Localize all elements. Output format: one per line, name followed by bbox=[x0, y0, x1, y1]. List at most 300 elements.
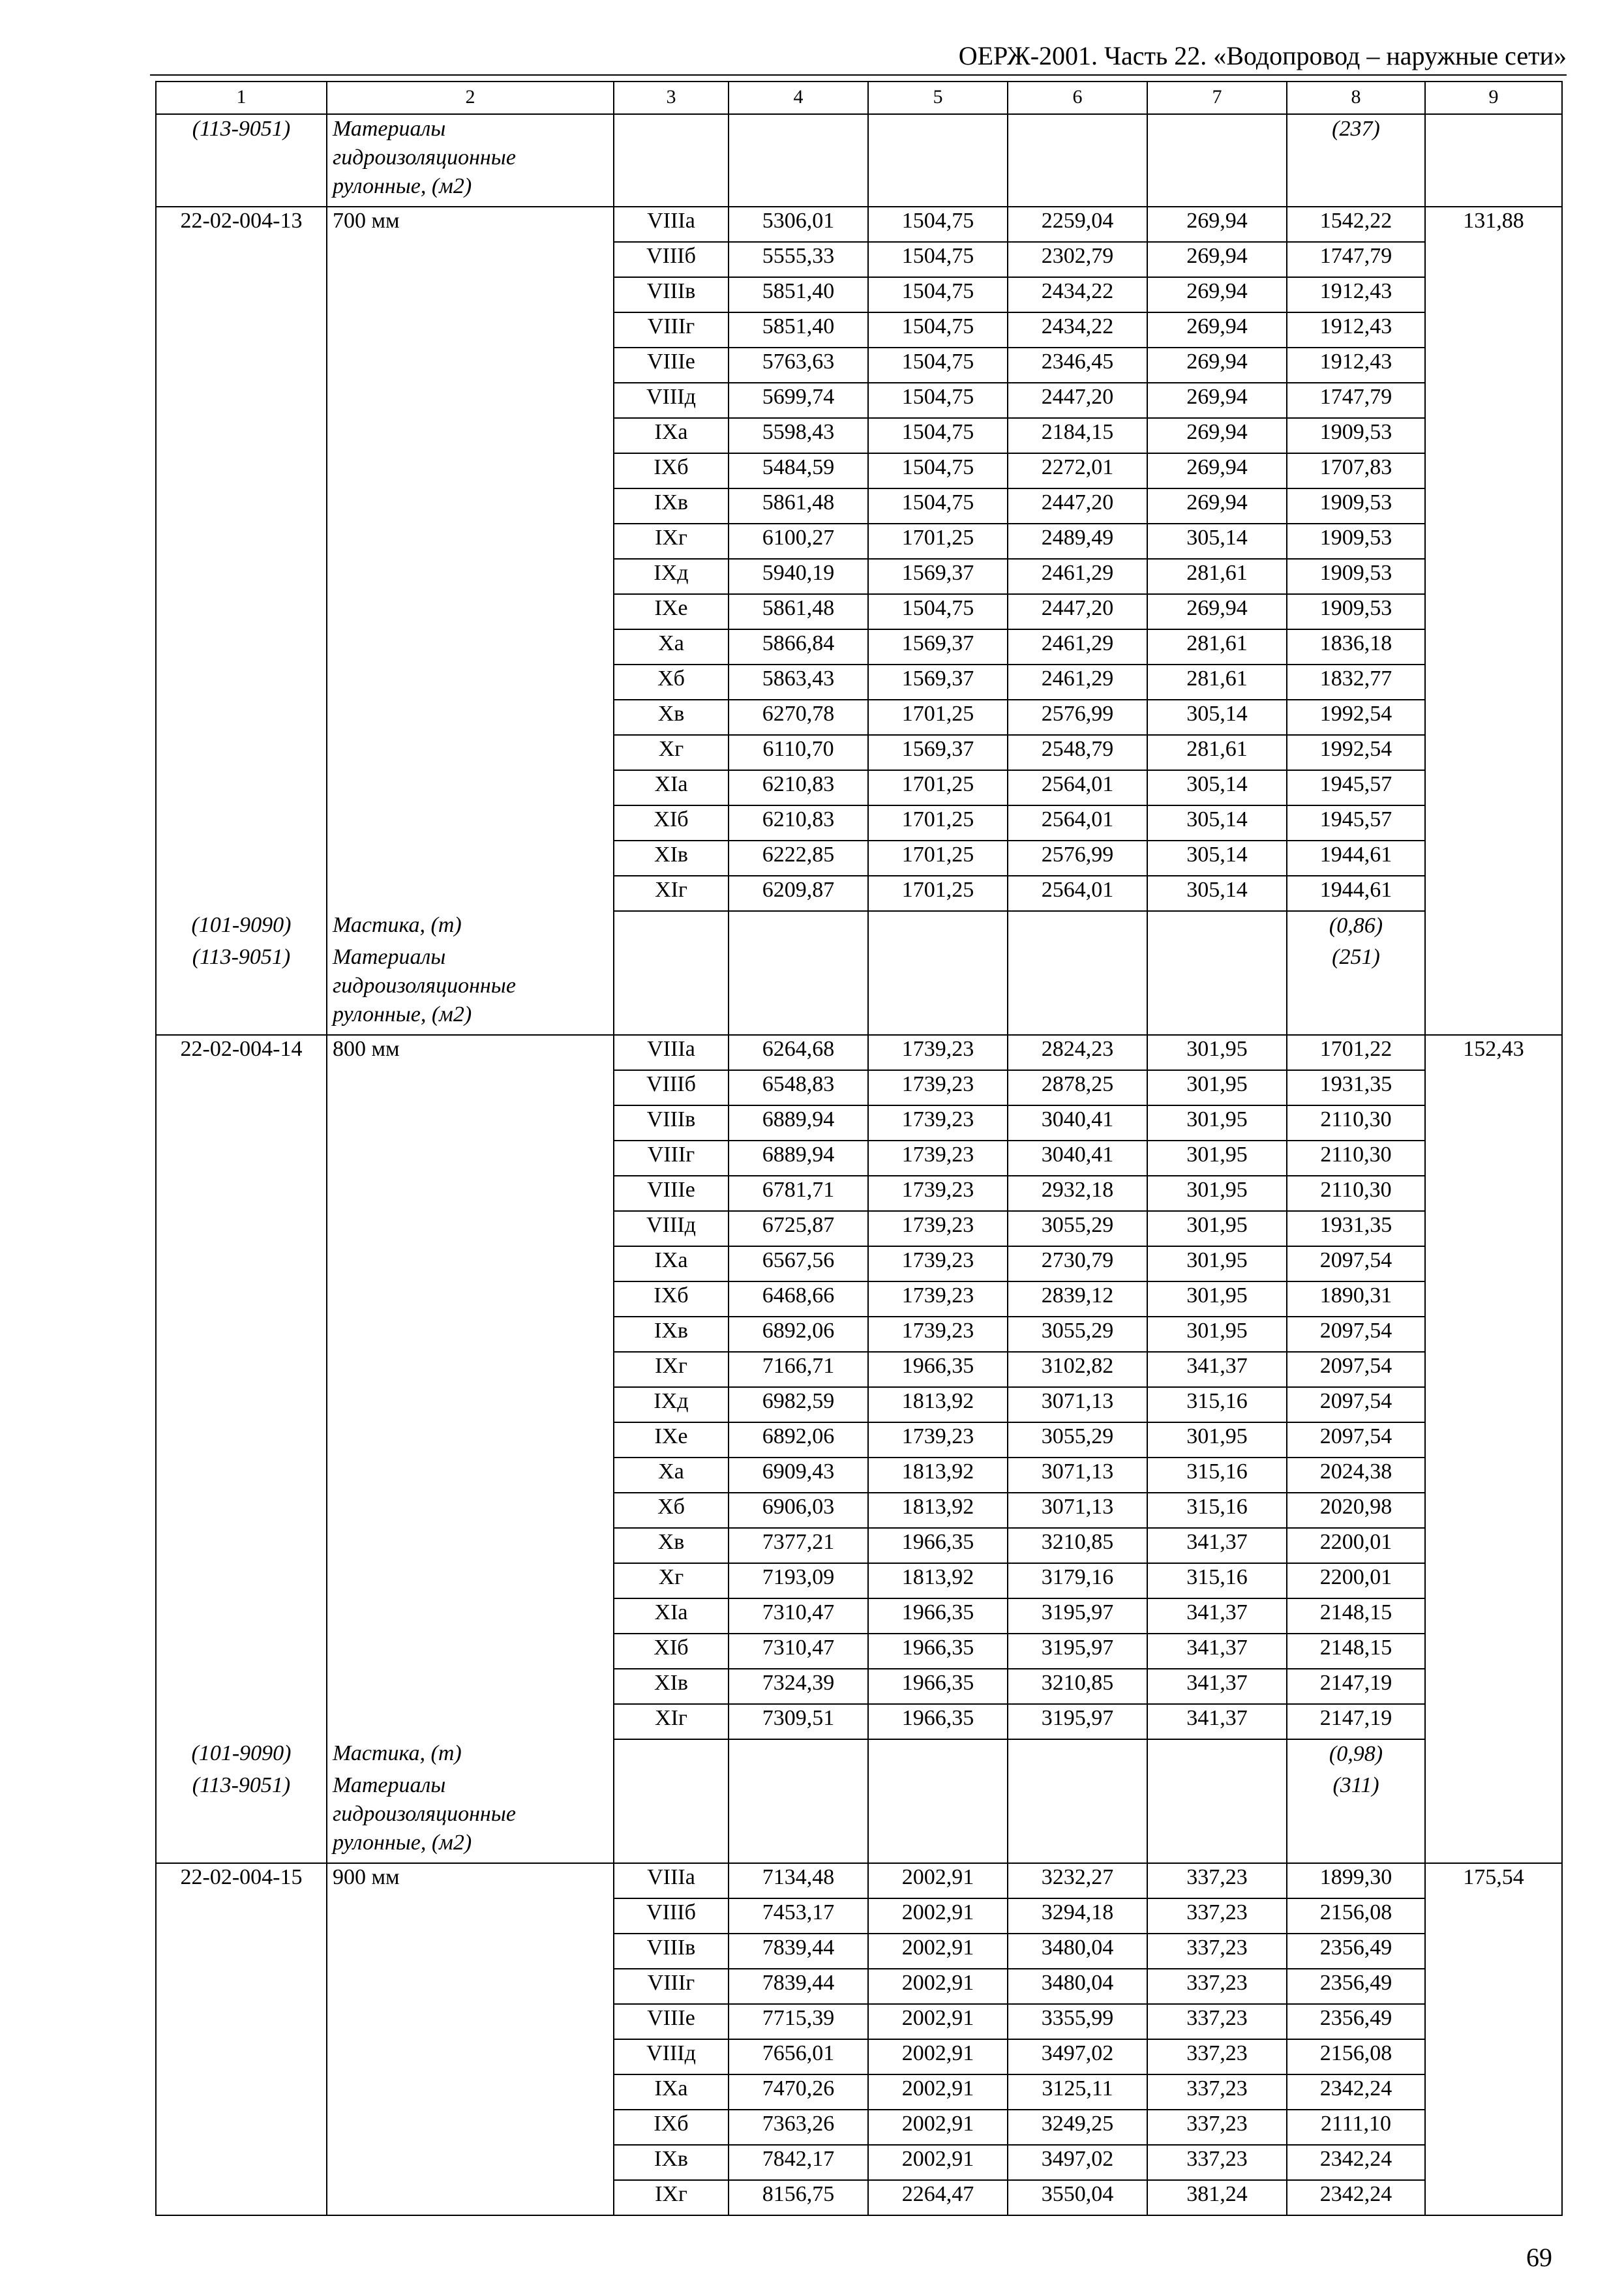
empty-cell bbox=[1425, 1634, 1562, 1669]
material-row bbox=[156, 1771, 1562, 1863]
empty-cell bbox=[327, 524, 614, 559]
empty-cell bbox=[729, 1771, 868, 1863]
price-zone: XIб bbox=[614, 1634, 729, 1669]
empty-cell bbox=[1425, 1458, 1562, 1493]
empty-cell bbox=[156, 1934, 327, 1969]
machine-cost: 3055,29 bbox=[1008, 1317, 1147, 1352]
labor-hours: 152,43 bbox=[1425, 1035, 1562, 1070]
empty-cell bbox=[156, 2180, 327, 2215]
total-cost: 6264,68 bbox=[729, 1035, 868, 1070]
material-quantity: (311) bbox=[1287, 1771, 1425, 1863]
total-cost: 5598,43 bbox=[729, 418, 868, 453]
machine-cost: 3497,02 bbox=[1008, 2039, 1147, 2074]
labor-cost: 1966,35 bbox=[868, 1598, 1008, 1634]
empty-cell bbox=[1425, 665, 1562, 700]
empty-cell bbox=[1425, 1387, 1562, 1422]
machine-cost: 2434,22 bbox=[1008, 312, 1147, 348]
price-zone: Xг bbox=[614, 1563, 729, 1598]
empty-cell bbox=[1425, 943, 1562, 1035]
empty-cell bbox=[156, 1387, 327, 1422]
machine-cost: 2564,01 bbox=[1008, 805, 1147, 841]
machine-cost: 2839,12 bbox=[1008, 1281, 1147, 1317]
material-name: Мастика, (т) bbox=[327, 911, 614, 943]
empty-cell bbox=[156, 2110, 327, 2145]
empty-cell bbox=[1425, 1246, 1562, 1281]
driver-wages: 301,95 bbox=[1147, 1211, 1287, 1246]
material-cost: 2148,15 bbox=[1287, 1598, 1425, 1634]
labor-cost: 1701,25 bbox=[868, 524, 1008, 559]
driver-wages: 269,94 bbox=[1147, 488, 1287, 524]
empty-cell bbox=[1425, 277, 1562, 312]
driver-wages: 269,94 bbox=[1147, 277, 1287, 312]
rate-row bbox=[156, 594, 1562, 629]
empty-cell bbox=[1425, 911, 1562, 943]
empty-cell bbox=[1425, 1422, 1562, 1458]
empty-cell bbox=[156, 1317, 327, 1352]
price-zone: VIIIе bbox=[614, 1176, 729, 1211]
material-cost: 2097,54 bbox=[1287, 1246, 1425, 1281]
driver-wages: 315,16 bbox=[1147, 1387, 1287, 1422]
rate-row bbox=[156, 312, 1562, 348]
empty-cell bbox=[614, 114, 729, 207]
driver-wages: 301,95 bbox=[1147, 1422, 1287, 1458]
machine-cost: 2272,01 bbox=[1008, 453, 1147, 488]
driver-wages: 341,37 bbox=[1147, 1669, 1287, 1704]
empty-cell bbox=[327, 700, 614, 735]
labor-cost: 1504,75 bbox=[868, 383, 1008, 418]
empty-cell bbox=[1425, 453, 1562, 488]
material-cost: 1931,35 bbox=[1287, 1211, 1425, 1246]
empty-cell bbox=[614, 1739, 729, 1771]
material-cost: 1912,43 bbox=[1287, 348, 1425, 383]
rate-row bbox=[156, 559, 1562, 594]
price-zone: IXб bbox=[614, 453, 729, 488]
driver-wages: 305,14 bbox=[1147, 841, 1287, 876]
machine-cost: 3055,29 bbox=[1008, 1422, 1147, 1458]
rate-row bbox=[156, 2004, 1562, 2039]
price-zone: XIа bbox=[614, 770, 729, 805]
price-zone: VIIIб bbox=[614, 1070, 729, 1105]
rate-row bbox=[156, 1563, 1562, 1598]
material-cost: 2097,54 bbox=[1287, 1387, 1425, 1422]
material-cost: 1899,30 bbox=[1287, 1863, 1425, 1898]
labor-cost: 1739,23 bbox=[868, 1211, 1008, 1246]
driver-wages: 301,95 bbox=[1147, 1176, 1287, 1211]
price-zone: IXа bbox=[614, 2074, 729, 2110]
empty-cell bbox=[1425, 2004, 1562, 2039]
machine-cost: 3480,04 bbox=[1008, 1934, 1147, 1969]
driver-wages: 301,95 bbox=[1147, 1105, 1287, 1141]
empty-cell bbox=[614, 943, 729, 1035]
price-zone: VIIIе bbox=[614, 348, 729, 383]
rate-row bbox=[156, 1598, 1562, 1634]
total-cost: 7310,47 bbox=[729, 1634, 868, 1669]
empty-cell bbox=[1425, 418, 1562, 453]
material-cost: 1909,53 bbox=[1287, 594, 1425, 629]
price-zone: IXг bbox=[614, 2180, 729, 2215]
driver-wages: 341,37 bbox=[1147, 1598, 1287, 1634]
labor-cost: 1739,23 bbox=[868, 1246, 1008, 1281]
empty-cell bbox=[327, 594, 614, 629]
empty-cell bbox=[327, 1898, 614, 1934]
driver-wages: 301,95 bbox=[1147, 1035, 1287, 1070]
empty-cell bbox=[1425, 1669, 1562, 1704]
price-zone: VIIIд bbox=[614, 383, 729, 418]
machine-cost: 2548,79 bbox=[1008, 735, 1147, 770]
total-cost: 7839,44 bbox=[729, 1934, 868, 1969]
driver-wages: 281,61 bbox=[1147, 559, 1287, 594]
machine-cost: 3102,82 bbox=[1008, 1352, 1147, 1387]
empty-cell bbox=[327, 1141, 614, 1176]
empty-cell bbox=[327, 1634, 614, 1669]
labor-cost: 2002,91 bbox=[868, 1863, 1008, 1898]
total-cost: 6468,66 bbox=[729, 1281, 868, 1317]
material-quantity: (237) bbox=[1287, 114, 1425, 207]
labor-cost: 1504,75 bbox=[868, 594, 1008, 629]
rate-row bbox=[156, 841, 1562, 876]
price-zone: VIIIв bbox=[614, 277, 729, 312]
labor-cost: 1701,25 bbox=[868, 841, 1008, 876]
price-zone: IXв bbox=[614, 2145, 729, 2180]
machine-cost: 3480,04 bbox=[1008, 1969, 1147, 2004]
material-cost: 1992,54 bbox=[1287, 735, 1425, 770]
labor-cost: 2002,91 bbox=[868, 2004, 1008, 2039]
labor-cost: 1504,75 bbox=[868, 488, 1008, 524]
machine-cost: 3040,41 bbox=[1008, 1141, 1147, 1176]
machine-cost: 2878,25 bbox=[1008, 1070, 1147, 1105]
rate-row bbox=[156, 805, 1562, 841]
column-number: 7 bbox=[1147, 82, 1287, 114]
empty-cell bbox=[327, 2145, 614, 2180]
driver-wages: 337,23 bbox=[1147, 2145, 1287, 2180]
driver-wages: 269,94 bbox=[1147, 348, 1287, 383]
total-cost: 7324,39 bbox=[729, 1669, 868, 1704]
labor-cost: 1739,23 bbox=[868, 1281, 1008, 1317]
empty-cell bbox=[156, 1598, 327, 1634]
price-zone: IXг bbox=[614, 524, 729, 559]
empty-cell bbox=[1008, 114, 1147, 207]
machine-cost: 3249,25 bbox=[1008, 2110, 1147, 2145]
rate-code: 22-02-004-14 bbox=[156, 1035, 327, 1070]
empty-cell bbox=[1147, 114, 1287, 207]
price-zone: XIб bbox=[614, 805, 729, 841]
empty-cell bbox=[156, 1352, 327, 1387]
empty-cell bbox=[156, 312, 327, 348]
empty-cell bbox=[327, 1458, 614, 1493]
total-cost: 5863,43 bbox=[729, 665, 868, 700]
rate-row bbox=[156, 1634, 1562, 1669]
empty-cell bbox=[327, 2004, 614, 2039]
machine-cost: 3210,85 bbox=[1008, 1669, 1147, 1704]
labor-cost: 1739,23 bbox=[868, 1035, 1008, 1070]
empty-cell bbox=[156, 488, 327, 524]
driver-wages: 305,14 bbox=[1147, 770, 1287, 805]
empty-cell bbox=[156, 1246, 327, 1281]
driver-wages: 337,23 bbox=[1147, 2039, 1287, 2074]
empty-cell bbox=[1425, 524, 1562, 559]
driver-wages: 281,61 bbox=[1147, 735, 1287, 770]
material-cost: 2097,54 bbox=[1287, 1352, 1425, 1387]
price-zone: VIIIа bbox=[614, 207, 729, 242]
labor-cost: 1504,75 bbox=[868, 453, 1008, 488]
labor-cost: 1504,75 bbox=[868, 348, 1008, 383]
price-zone: VIIIв bbox=[614, 1934, 729, 1969]
empty-cell bbox=[1425, 770, 1562, 805]
empty-cell bbox=[327, 876, 614, 911]
driver-wages: 337,23 bbox=[1147, 2074, 1287, 2110]
labor-cost: 1739,23 bbox=[868, 1070, 1008, 1105]
empty-cell bbox=[156, 1669, 327, 1704]
machine-cost: 3294,18 bbox=[1008, 1898, 1147, 1934]
material-cost: 1747,79 bbox=[1287, 242, 1425, 277]
labor-cost: 1739,23 bbox=[868, 1176, 1008, 1211]
empty-cell bbox=[729, 911, 868, 943]
material-cost: 1890,31 bbox=[1287, 1281, 1425, 1317]
machine-cost: 2447,20 bbox=[1008, 594, 1147, 629]
total-cost: 6725,87 bbox=[729, 1211, 868, 1246]
material-cost: 2342,24 bbox=[1287, 2145, 1425, 2180]
rate-row bbox=[156, 1528, 1562, 1563]
empty-cell bbox=[156, 1422, 327, 1458]
empty-cell bbox=[1425, 1211, 1562, 1246]
empty-cell bbox=[327, 312, 614, 348]
material-code: (101-9090) bbox=[156, 1739, 327, 1771]
material-cost: 2147,19 bbox=[1287, 1669, 1425, 1704]
material-cost: 2156,08 bbox=[1287, 2039, 1425, 2074]
machine-cost: 3232,27 bbox=[1008, 1863, 1147, 1898]
driver-wages: 315,16 bbox=[1147, 1563, 1287, 1598]
material-name: Мастика, (т) bbox=[327, 1739, 614, 1771]
driver-wages: 281,61 bbox=[1147, 629, 1287, 665]
total-cost: 7363,26 bbox=[729, 2110, 868, 2145]
empty-cell bbox=[1425, 2145, 1562, 2180]
empty-cell bbox=[156, 1704, 327, 1739]
machine-cost: 3071,13 bbox=[1008, 1458, 1147, 1493]
empty-cell bbox=[1425, 700, 1562, 735]
rate-row bbox=[156, 1317, 1562, 1352]
rates-table-body bbox=[156, 82, 1562, 2215]
material-cost: 1945,57 bbox=[1287, 770, 1425, 805]
labor-cost: 2002,91 bbox=[868, 1969, 1008, 2004]
material-cost: 1945,57 bbox=[1287, 805, 1425, 841]
empty-cell bbox=[156, 1458, 327, 1493]
empty-cell bbox=[156, 1070, 327, 1105]
driver-wages: 269,94 bbox=[1147, 312, 1287, 348]
rate-row bbox=[156, 1458, 1562, 1493]
labor-hours: 175,54 bbox=[1425, 1863, 1562, 1898]
empty-cell bbox=[156, 1528, 327, 1563]
driver-wages: 305,14 bbox=[1147, 876, 1287, 911]
empty-cell bbox=[1425, 876, 1562, 911]
rate-row bbox=[156, 488, 1562, 524]
total-cost: 6889,94 bbox=[729, 1141, 868, 1176]
price-zone: IXд bbox=[614, 1387, 729, 1422]
driver-wages: 269,94 bbox=[1147, 207, 1287, 242]
empty-cell bbox=[327, 1176, 614, 1211]
driver-wages: 337,23 bbox=[1147, 1898, 1287, 1934]
total-cost: 5763,63 bbox=[729, 348, 868, 383]
machine-cost: 2259,04 bbox=[1008, 207, 1147, 242]
machine-cost: 2564,01 bbox=[1008, 770, 1147, 805]
empty-cell bbox=[156, 2145, 327, 2180]
total-cost: 7453,17 bbox=[729, 1898, 868, 1934]
driver-wages: 341,37 bbox=[1147, 1634, 1287, 1669]
price-zone: IXв bbox=[614, 1317, 729, 1352]
rate-code: 22-02-004-15 bbox=[156, 1863, 327, 1898]
material-cost: 2097,54 bbox=[1287, 1422, 1425, 1458]
labor-cost: 2264,47 bbox=[868, 2180, 1008, 2215]
column-number: 9 bbox=[1425, 82, 1562, 114]
driver-wages: 337,23 bbox=[1147, 1969, 1287, 2004]
empty-cell bbox=[327, 1422, 614, 1458]
total-cost: 7310,47 bbox=[729, 1598, 868, 1634]
price-zone: Xа bbox=[614, 629, 729, 665]
empty-cell bbox=[1425, 1739, 1562, 1771]
material-row bbox=[156, 114, 1562, 207]
material-row bbox=[156, 1739, 1562, 1771]
material-cost: 2356,49 bbox=[1287, 1969, 1425, 2004]
machine-cost: 3195,97 bbox=[1008, 1598, 1147, 1634]
empty-cell bbox=[156, 348, 327, 383]
empty-cell bbox=[1147, 1771, 1287, 1863]
labor-cost: 1966,35 bbox=[868, 1704, 1008, 1739]
empty-cell bbox=[614, 911, 729, 943]
machine-cost: 3040,41 bbox=[1008, 1105, 1147, 1141]
total-cost: 6210,83 bbox=[729, 805, 868, 841]
empty-cell bbox=[1147, 943, 1287, 1035]
machine-cost: 3179,16 bbox=[1008, 1563, 1147, 1598]
empty-cell bbox=[327, 2074, 614, 2110]
rates-table bbox=[155, 81, 1563, 2216]
empty-cell bbox=[327, 770, 614, 805]
empty-cell bbox=[1425, 1704, 1562, 1739]
empty-cell bbox=[156, 805, 327, 841]
total-cost: 6906,03 bbox=[729, 1493, 868, 1528]
material-cost: 2148,15 bbox=[1287, 1634, 1425, 1669]
machine-cost: 3071,13 bbox=[1008, 1493, 1147, 1528]
material-cost: 2156,08 bbox=[1287, 1898, 1425, 1934]
empty-cell bbox=[868, 943, 1008, 1035]
total-cost: 6892,06 bbox=[729, 1422, 868, 1458]
column-number: 1 bbox=[156, 82, 327, 114]
total-cost: 6889,94 bbox=[729, 1105, 868, 1141]
empty-cell bbox=[156, 1211, 327, 1246]
driver-wages: 315,16 bbox=[1147, 1458, 1287, 1493]
labor-cost: 1569,37 bbox=[868, 629, 1008, 665]
driver-wages: 301,95 bbox=[1147, 1281, 1287, 1317]
rate-row bbox=[156, 1704, 1562, 1739]
labor-cost: 2002,91 bbox=[868, 2074, 1008, 2110]
total-cost: 6909,43 bbox=[729, 1458, 868, 1493]
labor-cost: 2002,91 bbox=[868, 1934, 1008, 1969]
empty-cell bbox=[156, 841, 327, 876]
total-cost: 6222,85 bbox=[729, 841, 868, 876]
price-zone: VIIIд bbox=[614, 1211, 729, 1246]
empty-cell bbox=[1425, 594, 1562, 629]
labor-cost: 1569,37 bbox=[868, 665, 1008, 700]
page-header-title: ОЕРЖ-2001. Часть 22. «Водопровод – наружные сети» bbox=[958, 41, 1567, 70]
labor-cost: 1701,25 bbox=[868, 805, 1008, 841]
empty-cell bbox=[729, 114, 868, 207]
empty-cell bbox=[156, 383, 327, 418]
labor-cost: 2002,91 bbox=[868, 2110, 1008, 2145]
material-cost: 1912,43 bbox=[1287, 277, 1425, 312]
material-code: (113-9051) bbox=[156, 1771, 327, 1863]
material-cost: 2097,54 bbox=[1287, 1317, 1425, 1352]
rate-row bbox=[156, 735, 1562, 770]
material-cost: 1909,53 bbox=[1287, 524, 1425, 559]
driver-wages: 341,37 bbox=[1147, 1528, 1287, 1563]
rate-row bbox=[156, 770, 1562, 805]
rate-row bbox=[156, 1352, 1562, 1387]
empty-cell bbox=[327, 1669, 614, 1704]
rate-row bbox=[156, 2180, 1562, 2215]
labor-cost: 1504,75 bbox=[868, 277, 1008, 312]
material-code: (101-9090) bbox=[156, 911, 327, 943]
empty-cell bbox=[1425, 735, 1562, 770]
material-cost: 1707,83 bbox=[1287, 453, 1425, 488]
labor-cost: 1569,37 bbox=[868, 559, 1008, 594]
empty-cell bbox=[156, 876, 327, 911]
total-cost: 5306,01 bbox=[729, 207, 868, 242]
price-zone: IXе bbox=[614, 1422, 729, 1458]
empty-cell bbox=[156, 1105, 327, 1141]
total-cost: 6100,27 bbox=[729, 524, 868, 559]
empty-cell bbox=[1425, 488, 1562, 524]
driver-wages: 315,16 bbox=[1147, 1493, 1287, 1528]
driver-wages: 301,95 bbox=[1147, 1317, 1287, 1352]
column-number: 5 bbox=[868, 82, 1008, 114]
empty-cell bbox=[1425, 1934, 1562, 1969]
rate-row bbox=[156, 207, 1562, 242]
driver-wages: 337,23 bbox=[1147, 1934, 1287, 1969]
machine-cost: 2447,20 bbox=[1008, 488, 1147, 524]
machine-cost: 2932,18 bbox=[1008, 1176, 1147, 1211]
empty-cell bbox=[1425, 559, 1562, 594]
total-cost: 5861,48 bbox=[729, 594, 868, 629]
driver-wages: 381,24 bbox=[1147, 2180, 1287, 2215]
empty-cell bbox=[1425, 1493, 1562, 1528]
material-cost: 2342,24 bbox=[1287, 2180, 1425, 2215]
empty-cell bbox=[156, 1898, 327, 1934]
empty-cell bbox=[327, 1246, 614, 1281]
price-zone: XIв bbox=[614, 1669, 729, 1704]
rate-row bbox=[156, 1898, 1562, 1934]
total-cost: 7656,01 bbox=[729, 2039, 868, 2074]
price-zone: VIIIг bbox=[614, 312, 729, 348]
empty-cell bbox=[327, 2110, 614, 2145]
empty-cell bbox=[1147, 911, 1287, 943]
material-cost: 1832,77 bbox=[1287, 665, 1425, 700]
price-zone: VIIIа bbox=[614, 1035, 729, 1070]
driver-wages: 337,23 bbox=[1147, 2110, 1287, 2145]
total-cost: 7134,48 bbox=[729, 1863, 868, 1898]
price-zone: IXа bbox=[614, 1246, 729, 1281]
rate-row bbox=[156, 1211, 1562, 1246]
empty-cell bbox=[156, 629, 327, 665]
material-cost: 2147,19 bbox=[1287, 1704, 1425, 1739]
rate-description: 800 мм bbox=[327, 1035, 614, 1070]
empty-cell bbox=[156, 1176, 327, 1211]
empty-cell bbox=[156, 277, 327, 312]
rate-row bbox=[156, 2110, 1562, 2145]
labor-cost: 1813,92 bbox=[868, 1387, 1008, 1422]
rate-row bbox=[156, 1387, 1562, 1422]
empty-cell bbox=[327, 841, 614, 876]
empty-cell bbox=[156, 700, 327, 735]
empty-cell bbox=[327, 453, 614, 488]
machine-cost: 3125,11 bbox=[1008, 2074, 1147, 2110]
